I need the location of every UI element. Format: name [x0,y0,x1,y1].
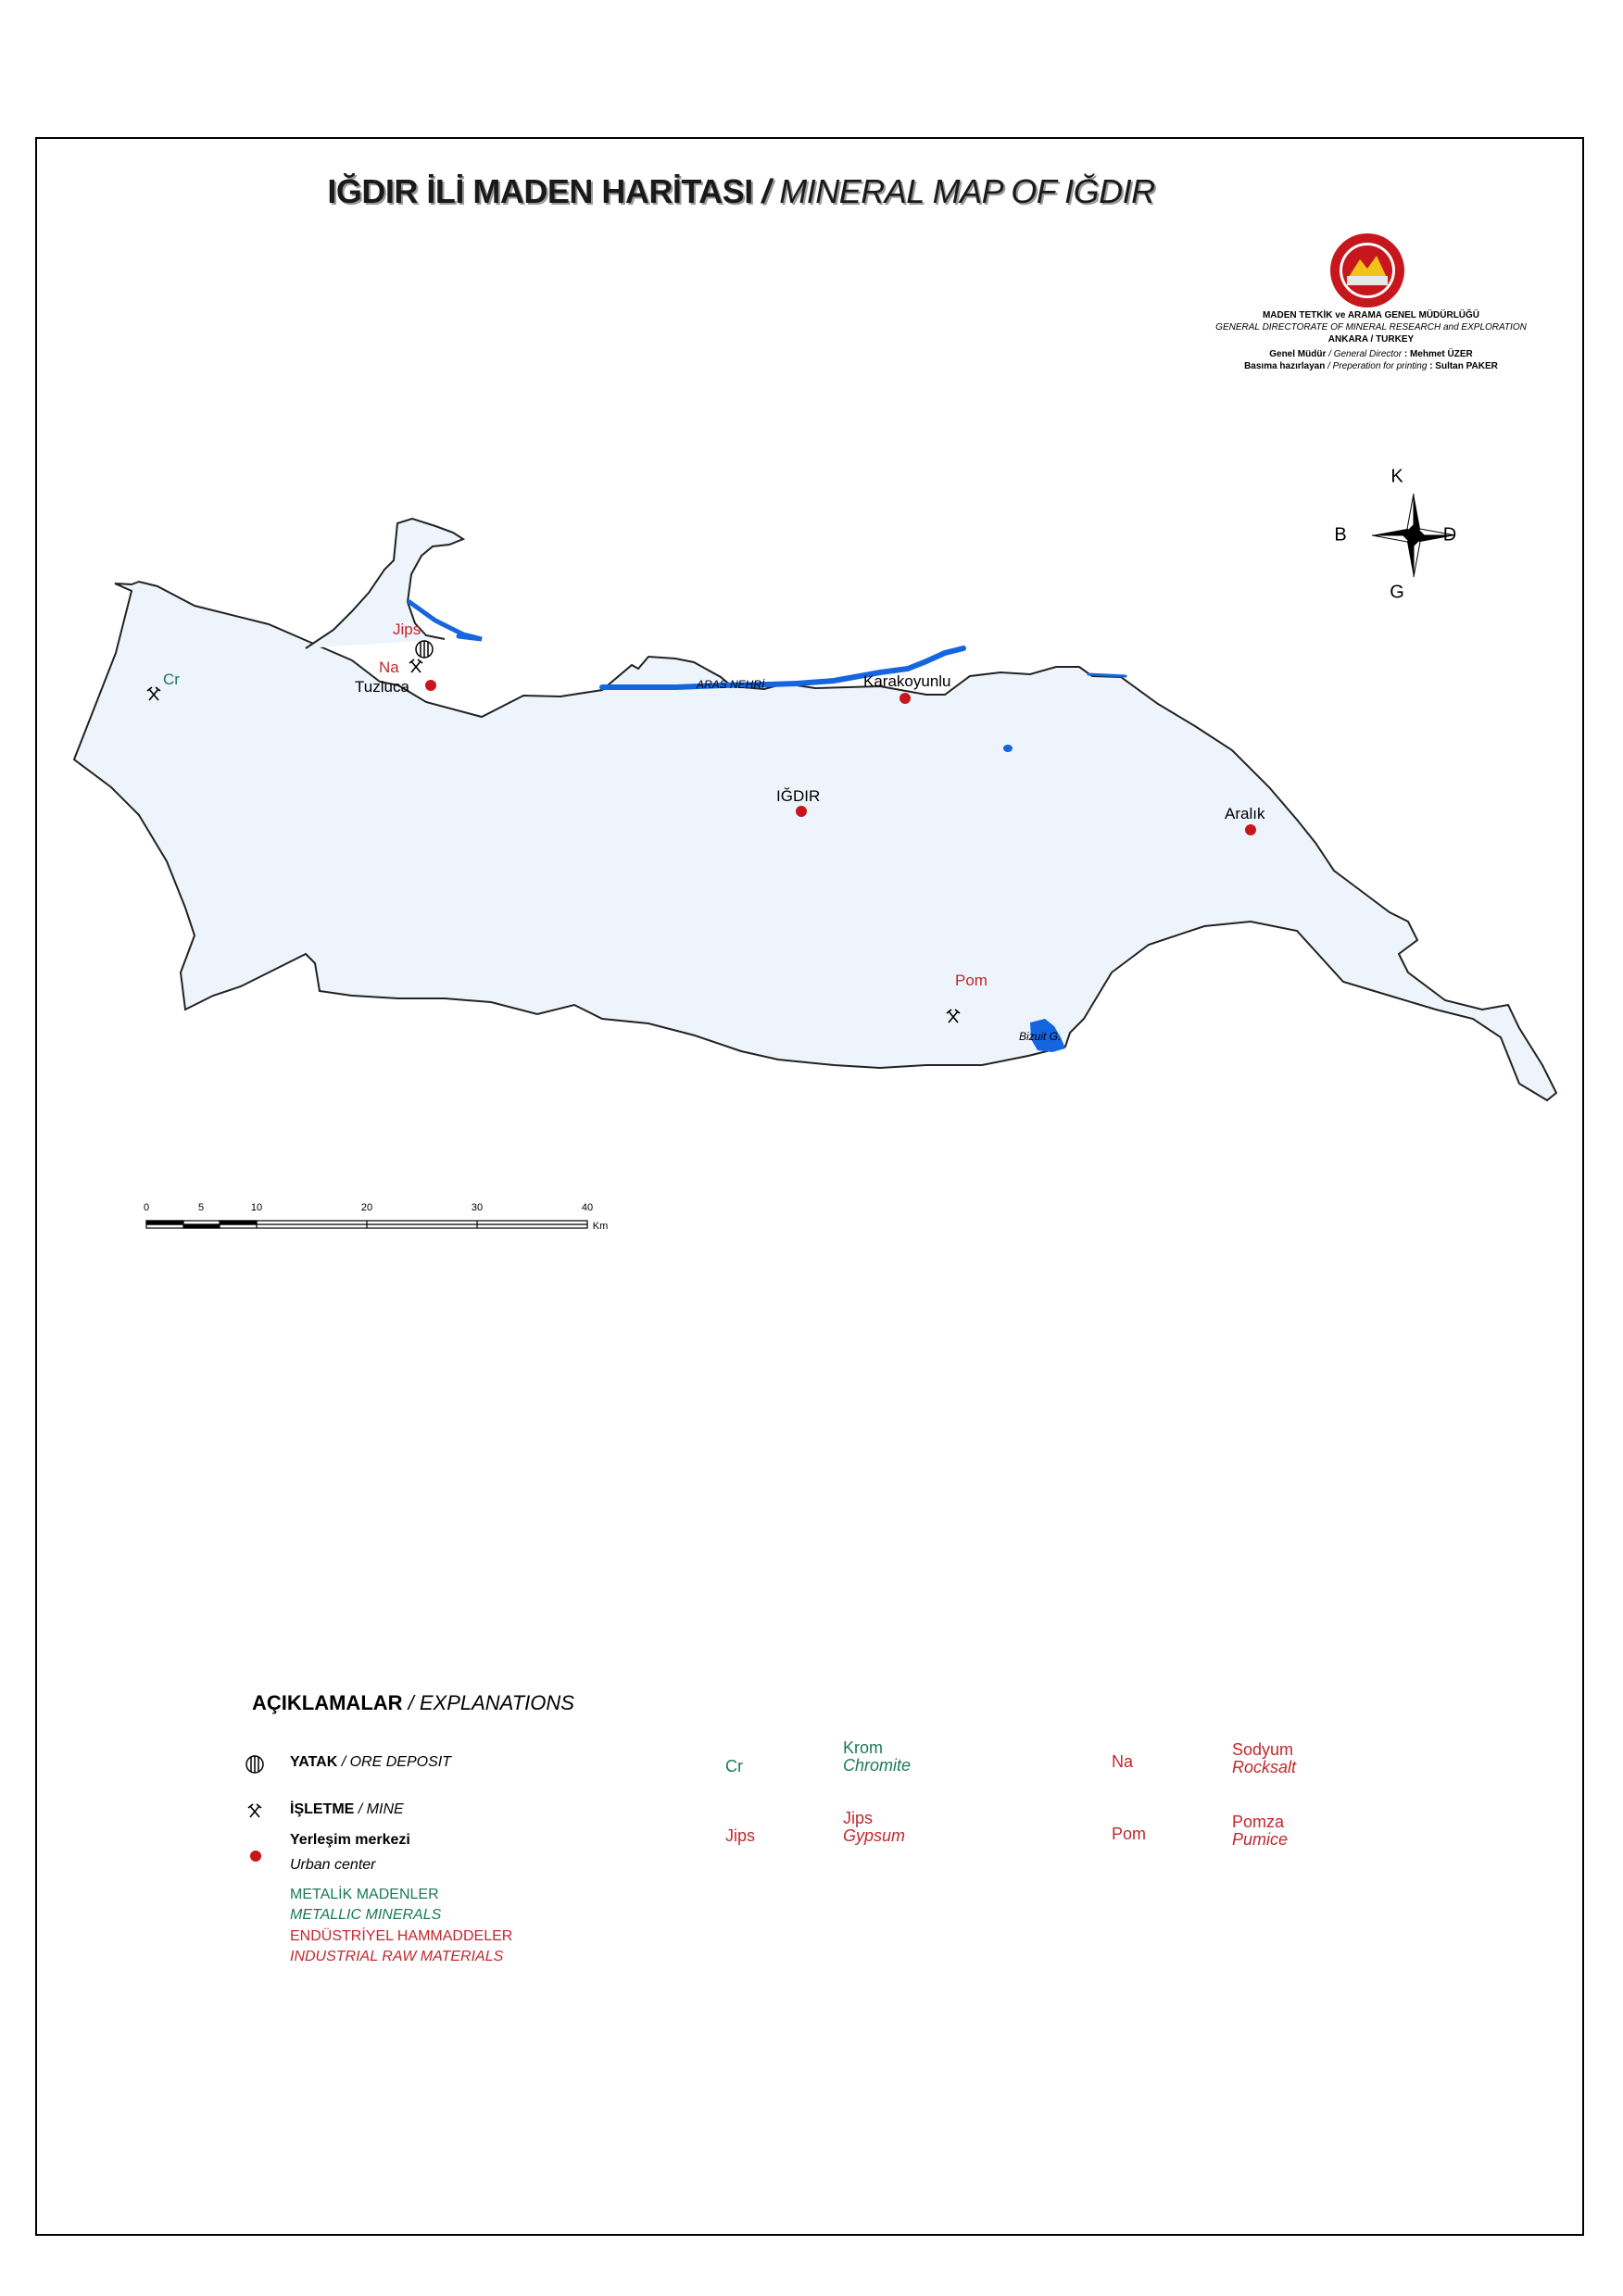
legend-mine-label [290,1801,404,1818]
label-aralik: Aralık [1225,805,1265,822]
legend-metallic-tr: METALİK MADENLER [290,1887,439,1902]
org-name-tr: MADEN TETKİK ve ARAMA GENEL MÜDÜRLÜĞÜ [1262,310,1480,320]
org-name-en: GENERAL DIRECTORATE OF MINERAL RESEARCH and EXPLORATION [1215,322,1527,332]
label-pom: Pom [955,972,988,989]
prep-label-en: / Preperation for printing [1325,361,1430,371]
legend-code-na: Na [1112,1752,1134,1771]
scale-bar-graphic [146,1221,587,1228]
scale-tick-5: 5 [197,1202,205,1213]
legend-name-tr-cr: Krom [843,1738,884,1757]
aras-river-east [1088,674,1126,676]
prep-label-tr: Basıma hazırlayan [1244,361,1326,371]
legend-deposit-en: / ORE DEPOSIT [337,1754,451,1770]
label-karakoyunlu: Karakoyunlu [863,672,951,690]
scale-tick-30: 30 [471,1202,484,1213]
director-label-tr: Genel Müdür [1269,349,1327,359]
legend-mine-icon [248,1804,261,1817]
legend-name-tr-pom: Pomza [1232,1813,1285,1831]
compass-west-label: B [1334,524,1347,546]
label-tuzluca: Tuzluca [355,678,409,696]
label-aras-river: ARAS NEHRİ [697,678,765,691]
compass-south-label: G [1390,582,1404,603]
legend-mine-en: / MINE [354,1801,404,1817]
legend-title-tr: AÇIKLAMALAR [252,1691,403,1714]
legend-metallic-en: METALLIC MINERALS [290,1907,442,1923]
label-cr: Cr [163,671,180,688]
legend-deposit-tr: YATAK [290,1754,338,1770]
legend-code-cr: Cr [725,1757,743,1775]
scale-tick-40: 40 [581,1202,594,1213]
scale-unit: Km [592,1221,609,1232]
legend-title-en: / EXPLANATIONS [402,1691,574,1714]
province-north-inlet [306,519,463,648]
province-boundary [74,582,1556,1100]
compass-north-label: K [1390,466,1403,487]
pond [1003,745,1013,752]
label-igdir: IĞDIR [776,787,821,805]
ore-deposit-icon-jips[interactable] [416,641,433,658]
scale-tick-20: 20 [360,1202,373,1213]
org-city: ANKARA / TURKEY [1327,334,1415,345]
legend-name-tr-jips: Jips [843,1809,874,1827]
legend-name-en-pom: Pumice [1232,1830,1289,1849]
urban-dot-tuzluca[interactable] [425,680,436,691]
legend-name-en-jips: Gypsum [843,1826,906,1845]
label-bizuit-lake: Bizuit G. [1019,1030,1062,1043]
prep-name: : Sultan PAKER [1429,361,1498,371]
label-jips: Jips [393,621,421,638]
legend-name-tr-na: Sodyum [1232,1740,1294,1759]
title-en: MINERAL MAP OF IĞDIR [779,172,1155,210]
title-separator: / [752,172,780,210]
urban-dot-aralik[interactable] [1245,824,1256,835]
legend-code-pom: Pom [1112,1825,1147,1843]
legend-industrial-tr: ENDÜSTRİYEL HAMMADDELER [290,1928,513,1944]
legend-deposit-label [290,1754,451,1771]
legend-industrial-en: INDUSTRIAL RAW MATERIALS [290,1949,504,1964]
director-label-en: / General Director [1326,349,1404,359]
legend-name-en-cr: Chromite [843,1756,912,1775]
director-name: : Mehmet ÜZER [1403,349,1473,359]
legend-urban-tr: Yerleşim merkezi [290,1832,410,1848]
legend-ore-deposit-icon [246,1756,263,1773]
legend-urban-en: Urban center [290,1857,376,1873]
legend-name-en-na: Rocksalt [1232,1758,1297,1776]
legend-title [252,1691,574,1715]
title-tr: IĞDIR İLİ MADEN HARİTASI [327,172,753,210]
scale-tick-0: 0 [143,1202,150,1213]
urban-dot-igdir[interactable] [796,806,807,817]
label-na: Na [379,659,399,676]
legend-urban-dot-icon [250,1851,261,1862]
urban-dot-karakoyunlu[interactable] [900,693,911,704]
legend-code-jips: Jips [725,1826,756,1845]
legend-mine-tr: İŞLETME [290,1801,355,1817]
compass-east-label: D [1442,524,1457,546]
scale-tick-10: 10 [250,1202,263,1213]
mine-icon-na[interactable] [409,659,422,672]
